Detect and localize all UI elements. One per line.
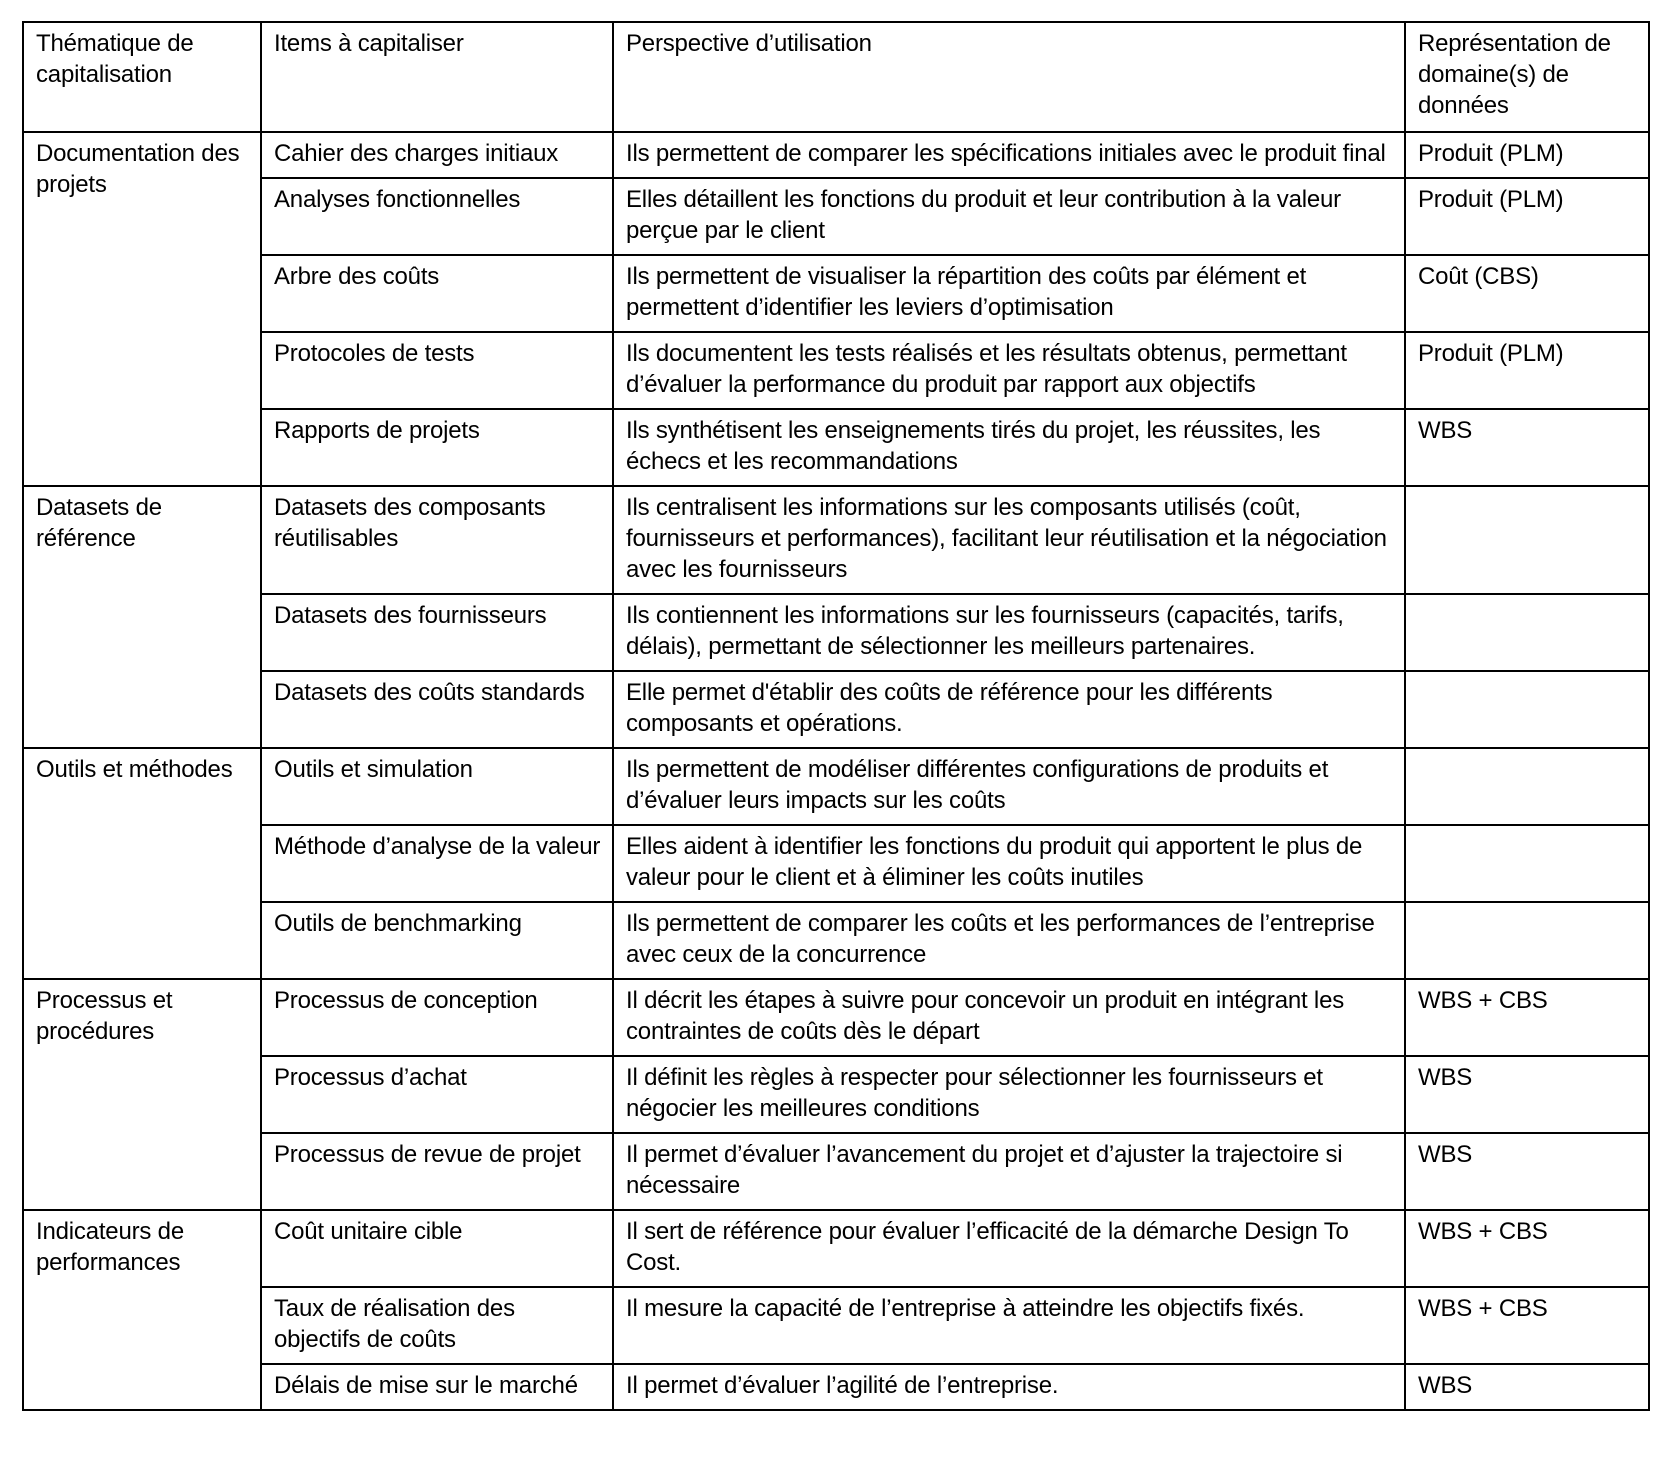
header-row <box>23 22 1649 132</box>
domain-cell: Produit (PLM) <box>1405 332 1649 409</box>
table-row <box>23 132 1649 178</box>
table-row <box>23 486 1649 594</box>
domain-cell <box>1405 486 1649 594</box>
table-row <box>23 1210 1649 1287</box>
domain-cell: WBS <box>1405 409 1649 486</box>
perspective-cell: Ils permettent de visualiser la répartition des coûts par élément et permettent d’identifier les leviers d’optimisation <box>613 255 1405 332</box>
domain-cell: WBS + CBS <box>1405 979 1649 1056</box>
theme-cell-documentation-des-projets: Documentation des projets <box>23 132 261 486</box>
item-cell: Coût unitaire cible <box>261 1210 613 1287</box>
column-header-domain: Représentation de domaine(s) de données <box>1405 22 1649 132</box>
theme-cell-datasets-de-reference: Datasets de référence <box>23 486 261 748</box>
item-cell: Analyses fonctionnelles <box>261 178 613 255</box>
domain-cell: WBS <box>1405 1364 1649 1410</box>
item-cell: Datasets des fournisseurs <box>261 594 613 671</box>
item-cell: Protocoles de tests <box>261 332 613 409</box>
item-cell: Délais de mise sur le marché <box>261 1364 613 1410</box>
domain-cell <box>1405 671 1649 748</box>
item-cell: Processus de revue de projet <box>261 1133 613 1210</box>
table-row <box>23 748 1649 825</box>
item-cell: Outils de benchmarking <box>261 902 613 979</box>
domain-cell <box>1405 594 1649 671</box>
perspective-cell: Il sert de référence pour évaluer l’efficacité de la démarche Design To Cost. <box>613 1210 1405 1287</box>
perspective-cell: Ils permettent de modéliser différentes configurations de produits et d’évaluer leurs impacts sur les coûts <box>613 748 1405 825</box>
domain-cell: Produit (PLM) <box>1405 132 1649 178</box>
domain-cell <box>1405 748 1649 825</box>
column-header-perspective: Perspective d’utilisation <box>613 22 1405 132</box>
table-row <box>23 255 1649 332</box>
perspective-cell: Ils permettent de comparer les spécifications initiales avec le produit final <box>613 132 1405 178</box>
domain-cell <box>1405 902 1649 979</box>
theme-cell-indicateurs-de-performances: Indicateurs de performances <box>23 1210 261 1410</box>
perspective-cell: Ils synthétisent les enseignements tirés du projet, les réussites, les échecs et les recommandations <box>613 409 1405 486</box>
table-row <box>23 1056 1649 1133</box>
item-cell: Outils et simulation <box>261 748 613 825</box>
domain-cell: WBS + CBS <box>1405 1287 1649 1364</box>
item-cell: Processus de conception <box>261 979 613 1056</box>
perspective-cell: Ils centralisent les informations sur les composants utilisés (coût, fournisseurs et performances), facilitant leur réutilisation et la négociation avec les fournisseurs <box>613 486 1405 594</box>
item-cell: Datasets des composants réutilisables <box>261 486 613 594</box>
capitalization-table <box>22 21 1650 1411</box>
domain-cell <box>1405 825 1649 902</box>
table-row <box>23 1287 1649 1364</box>
domain-cell: Produit (PLM) <box>1405 178 1649 255</box>
item-cell: Arbre des coûts <box>261 255 613 332</box>
perspective-cell: Il permet d’évaluer l’agilité de l’entreprise. <box>613 1364 1405 1410</box>
perspective-cell: Il décrit les étapes à suivre pour concevoir un produit en intégrant les contraintes de coûts dès le départ <box>613 979 1405 1056</box>
perspective-cell: Elle permet d'établir des coûts de référence pour les différents composants et opérations. <box>613 671 1405 748</box>
table-row <box>23 594 1649 671</box>
perspective-cell: Ils documentent les tests réalisés et les résultats obtenus, permettant d’évaluer la performance du produit par rapport aux objectifs <box>613 332 1405 409</box>
domain-cell: WBS + CBS <box>1405 1210 1649 1287</box>
perspective-cell: Elles aident à identifier les fonctions du produit qui apportent le plus de valeur pour le client et à éliminer les coûts inutiles <box>613 825 1405 902</box>
item-cell: Cahier des charges initiaux <box>261 132 613 178</box>
table-row <box>23 825 1649 902</box>
item-cell: Datasets des coûts standards <box>261 671 613 748</box>
column-header-theme: Thématique de capitalisation <box>23 22 261 132</box>
table-row <box>23 671 1649 748</box>
column-header-items: Items à capitaliser <box>261 22 613 132</box>
perspective-cell: Ils permettent de comparer les coûts et les performances de l’entreprise avec ceux de la concurrence <box>613 902 1405 979</box>
perspective-cell: Elles détaillent les fonctions du produit et leur contribution à la valeur perçue par le client <box>613 178 1405 255</box>
domain-cell: WBS <box>1405 1056 1649 1133</box>
item-cell: Rapports de projets <box>261 409 613 486</box>
theme-cell-outils-et-methodes: Outils et méthodes <box>23 748 261 979</box>
domain-cell: Coût (CBS) <box>1405 255 1649 332</box>
perspective-cell: Il permet d’évaluer l’avancement du projet et d’ajuster la trajectoire si nécessaire <box>613 1133 1405 1210</box>
table-row <box>23 979 1649 1056</box>
domain-cell: WBS <box>1405 1133 1649 1210</box>
item-cell: Processus d’achat <box>261 1056 613 1133</box>
table-row <box>23 1364 1649 1410</box>
table-row <box>23 902 1649 979</box>
perspective-cell: Il définit les règles à respecter pour sélectionner les fournisseurs et négocier les meilleures conditions <box>613 1056 1405 1133</box>
item-cell: Méthode d’analyse de la valeur <box>261 825 613 902</box>
table-row <box>23 178 1649 255</box>
item-cell: Taux de réalisation des objectifs de coûts <box>261 1287 613 1364</box>
theme-cell-processus-et-procedures: Processus et procédures <box>23 979 261 1210</box>
perspective-cell: Ils contiennent les informations sur les fournisseurs (capacités, tarifs, délais), permettant de sélectionner les meilleurs partenaires. <box>613 594 1405 671</box>
table-row <box>23 1133 1649 1210</box>
table-row <box>23 409 1649 486</box>
table-row <box>23 332 1649 409</box>
perspective-cell: Il mesure la capacité de l’entreprise à atteindre les objectifs fixés. <box>613 1287 1405 1364</box>
